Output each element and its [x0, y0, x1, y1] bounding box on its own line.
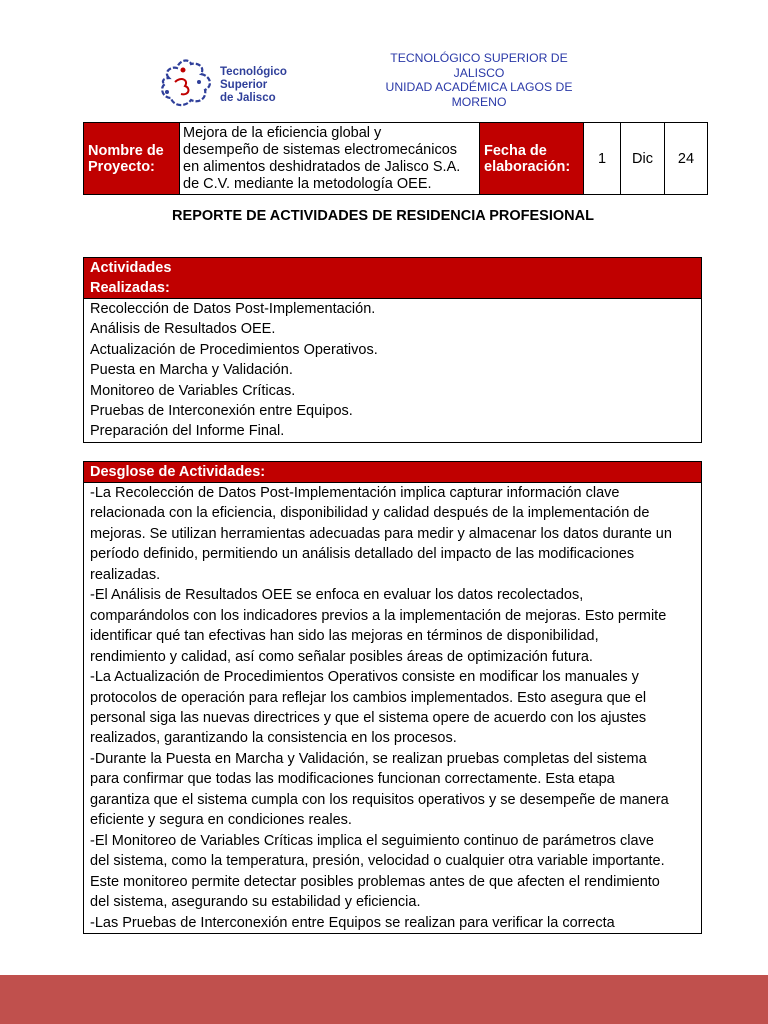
text-line: identificar qué tan efectivas han sido las mejoras en términos de disponibilidad, [90, 628, 599, 645]
list-item: Pruebas de Interconexión entre Equipos. [90, 403, 353, 420]
logo-line-3: de Jalisco [220, 92, 276, 104]
text-line: Este monitoreo permite detectar posibles problemas antes de que afecten el rendimiento [90, 873, 660, 890]
institution-line: TECNOLÓGICO SUPERIOR DE [390, 51, 568, 65]
text-line: -Las Pruebas de Interconexión entre Equipos se realizan para verificar la correcta [90, 914, 615, 931]
breakdown-text [84, 482, 701, 933]
text-line: -La Actualización de Procedimientos Operativos consiste en modificar los manuales y [90, 669, 639, 686]
text-line: comparándolos con los indicadores previos a la implementación de mejoras. Esto permite [90, 607, 667, 624]
list-item: Actualización de Procedimientos Operativos. [90, 341, 378, 358]
list-item: Puesta en Marcha y Validación. [90, 362, 293, 379]
project-name-value: Mejora de la eficiencia global y desempeño de sistemas electromecánicos en alimentos deshidratados de Jalisco S.A. de C.V. mediante la metodología OEE. [180, 123, 480, 195]
date-month: Dic [621, 123, 665, 195]
text-line: -El Monitoreo de Variables Críticas implica el seguimiento continuo de parámetros clave [90, 832, 654, 849]
breakdown-section [83, 461, 702, 934]
text-line: período definido, permitiendo un análisis detallado del impacto de las modificaciones [90, 546, 635, 563]
institution-line: MORENO [451, 94, 507, 109]
text-line: realizados, garantizando la consistencia en los procesos. [90, 730, 457, 747]
institution-line: JALISCO [453, 65, 505, 80]
text-line: personal siga las nuevas directrices y que el sistema opere de acuerdo con los ajustes [90, 709, 647, 726]
date-label: Fecha de elaboración: [480, 123, 584, 195]
footer-band [0, 975, 768, 1024]
logo-line-2: Superior [220, 79, 268, 91]
text-line: -Durante la Puesta en Marcha y Validación, se realizan pruebas completas del sistema [90, 750, 647, 767]
institution-heading [368, 51, 590, 109]
text-line: del sistema, asegurando su estabilidad y eficiencia. [90, 894, 421, 911]
logo-line-1: Tecnológico [220, 66, 287, 78]
activities-section [83, 257, 702, 443]
breakdown-header: Desglose de Actividades: [84, 462, 701, 482]
text-line: -La Recolección de Datos Post-Implementación implica capturar información clave [90, 485, 620, 501]
text-line: para confirmar que todas las modificaciones funcionan correctamente. Esta etapa [90, 771, 615, 788]
text-line: eficiente y segura en condiciones reales. [90, 812, 352, 829]
institution-line: UNIDAD ACADÉMICA LAGOS DE [385, 80, 573, 94]
text-line: relacionada con la eficiencia, disponibilidad y calidad después de la implementación de [90, 505, 650, 522]
list-item: Recolección de Datos Post-Implementación. [90, 301, 376, 317]
text-line: protocolos de operación para reflejar los cambios implementados. Esto asegura que el [90, 689, 647, 706]
text-line: -El Análisis de Resultados OEE se enfoca en evaluar los datos recolectados, [90, 587, 584, 604]
text-line: mejoras. Se utilizan herramientas adecuadas para medir y almacenar los datos durante un [90, 525, 672, 542]
date-year: 24 [665, 123, 708, 195]
list-item: Análisis de Resultados OEE. [90, 321, 276, 338]
project-name-label: Nombre de Proyecto: [84, 123, 180, 195]
logo-wordmark [220, 66, 287, 105]
date-day: 1 [584, 123, 621, 195]
list-item: Monitoreo de Variables Críticas. [90, 382, 296, 399]
report-title: REPORTE DE ACTIVIDADES DE RESIDENCIA PROFESIONAL [172, 208, 594, 224]
list-item: Preparación del Informe Final. [90, 423, 285, 440]
text-line: rendimiento y calidad, así como señalar posibles áreas de optimización futura. [90, 648, 593, 665]
activities-header: Actividades Realizadas: [84, 258, 701, 298]
project-info-table [83, 122, 708, 195]
text-line: del sistema, como la temperatura, presión, velocidad o cualquier otra variable importante. [90, 853, 665, 870]
activities-list [84, 298, 701, 442]
text-line: garantiza que el sistema cumpla con los requisitos operativos y se desempeñe de manera [90, 791, 669, 808]
text-line: realizadas. [90, 566, 161, 583]
